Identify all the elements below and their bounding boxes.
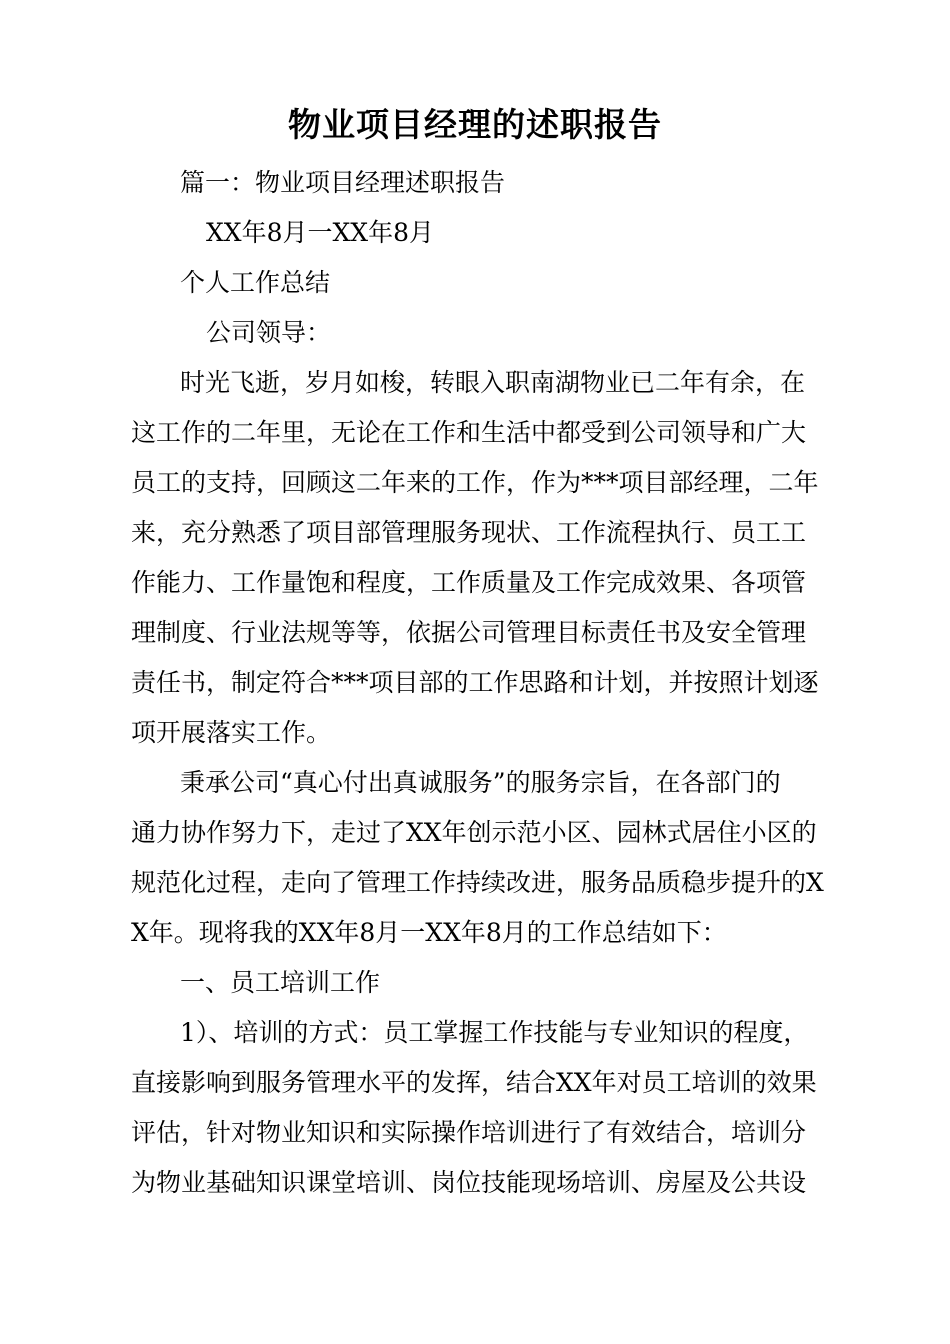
salutation: 公司领导：	[206, 318, 332, 347]
paragraph-line: 直接影响到服务管理水平的发挥，结合XX年对员工培训的效果	[131, 1068, 817, 1097]
paragraph-line: 来，充分熟悉了项目部管理服务现状、工作流程执行、员工工	[131, 518, 807, 547]
paragraph-1	[131, 358, 843, 758]
paragraph-line: 时光飞逝，岁月如梭，转眼入职南湖物业已二年有余，在	[180, 368, 806, 397]
paragraph-line: 项开展落实工作。	[131, 718, 332, 747]
paragraph-line: 责任书，制定符合***项目部的工作思路和计划，并按照计划逐	[131, 668, 819, 697]
paragraph-line: 1）、培训的方式：员工掌握工作技能与专业知识的程度，	[180, 1018, 809, 1047]
document-title: 物业项目经理的述职报告	[288, 105, 662, 144]
paragraph-line: 理制度、行业法规等等，依据公司管理目标责任书及安全管理	[131, 618, 807, 647]
paragraph-line: 秉承公司“真心付出真诚服务”的服务宗旨，在各部门的	[180, 768, 781, 797]
paragraph-line: 作能力、工作量饱和程度，工作质量及工作完成效果、各项管	[131, 568, 807, 597]
paragraph-line: 员工的支持，回顾这二年来的工作，作为***项目部经理，二年	[131, 468, 819, 497]
paragraph-2	[131, 758, 843, 958]
paragraph-line: X年。现将我的XX年8月一XX年8月的工作总结如下：	[131, 918, 727, 947]
summary-heading: 个人工作总结	[180, 268, 331, 297]
report-period: XX年8月一XX年8月	[206, 218, 435, 247]
paragraph-line: 为物业基础知识课堂培训、岗位技能现场培训、房屋及公共设	[131, 1168, 807, 1197]
paragraph-3	[131, 1008, 843, 1208]
paragraph-line: 评估，针对物业知识和实际操作培训进行了有效结合，培训分	[131, 1118, 807, 1147]
paragraph-line: 通力协作努力下，走过了XX年创示范小区、园林式居住小区的	[131, 818, 817, 847]
paragraph-line: 这工作的二年里，无论在工作和生活中都受到公司领导和广大	[131, 418, 807, 447]
subtitle: 篇一：物业项目经理述职报告	[180, 168, 506, 197]
section-heading: 一、员工培训工作	[180, 968, 381, 997]
paragraph-line: 规范化过程，走向了管理工作持续改进，服务品质稳步提升的X	[131, 868, 824, 897]
